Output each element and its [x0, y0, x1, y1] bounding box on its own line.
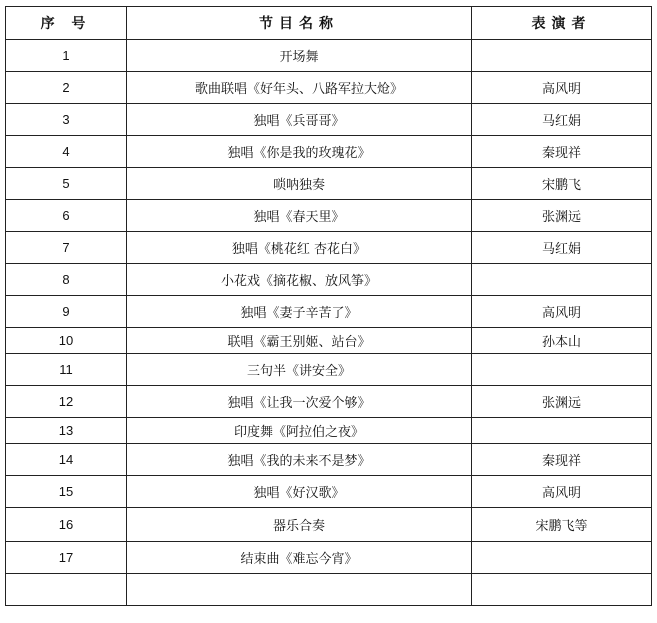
table-row	[6, 72, 652, 104]
table-row	[6, 542, 652, 574]
row-number: 15	[6, 476, 127, 508]
row-program: 器乐合奏	[127, 508, 472, 542]
table-row	[6, 296, 652, 328]
row-performer: 宋鹏飞等	[472, 508, 652, 542]
row-performer	[472, 574, 652, 606]
table-row	[6, 386, 652, 418]
row-program: 独唱《桃花红 杏花白》	[127, 232, 472, 264]
row-performer: 高风明	[472, 296, 652, 328]
table-row	[6, 354, 652, 386]
row-number: 13	[6, 418, 127, 444]
header-row	[6, 7, 652, 40]
program-sheet	[5, 6, 652, 606]
table-row	[6, 508, 652, 542]
row-program	[127, 574, 472, 606]
row-number: 8	[6, 264, 127, 296]
table-row	[6, 40, 652, 72]
row-number: 7	[6, 232, 127, 264]
row-performer: 宋鹏飞	[472, 168, 652, 200]
row-program: 三句半《讲安全》	[127, 354, 472, 386]
row-program: 结束曲《难忘今宵》	[127, 542, 472, 574]
table-row	[6, 136, 652, 168]
table-row	[6, 232, 652, 264]
row-program: 独唱《你是我的玫瑰花》	[127, 136, 472, 168]
row-number: 12	[6, 386, 127, 418]
row-program: 独唱《兵哥哥》	[127, 104, 472, 136]
row-program: 独唱《妻子辛苦了》	[127, 296, 472, 328]
row-number: 16	[6, 508, 127, 542]
header-performer: 表演者	[472, 7, 652, 40]
row-program: 联唱《霸王别姬、站台》	[127, 328, 472, 354]
row-program: 独唱《春天里》	[127, 200, 472, 232]
row-number: 3	[6, 104, 127, 136]
table-row	[6, 168, 652, 200]
row-performer: 孙本山	[472, 328, 652, 354]
table-row	[6, 476, 652, 508]
row-number: 2	[6, 72, 127, 104]
table-row	[6, 418, 652, 444]
row-number	[6, 574, 127, 606]
table-row	[6, 264, 652, 296]
row-performer: 张渊远	[472, 386, 652, 418]
row-program: 独唱《我的未来不是梦》	[127, 444, 472, 476]
row-performer	[472, 542, 652, 574]
row-program: 开场舞	[127, 40, 472, 72]
row-number: 11	[6, 354, 127, 386]
row-performer: 张渊远	[472, 200, 652, 232]
row-performer: 马红娟	[472, 232, 652, 264]
header-number: 序 号	[6, 7, 127, 40]
row-performer: 秦现祥	[472, 136, 652, 168]
row-performer	[472, 264, 652, 296]
row-performer: 马红娟	[472, 104, 652, 136]
row-number: 9	[6, 296, 127, 328]
row-number: 10	[6, 328, 127, 354]
table-row	[6, 104, 652, 136]
header-program: 节目名称	[127, 7, 472, 40]
row-program: 印度舞《阿拉伯之夜》	[127, 418, 472, 444]
row-performer	[472, 354, 652, 386]
row-number: 14	[6, 444, 127, 476]
row-number: 4	[6, 136, 127, 168]
row-program: 歌曲联唱《好年头、八路军拉大炝》	[127, 72, 472, 104]
row-program: 小花戏《摘花椒、放风筝》	[127, 264, 472, 296]
row-number: 17	[6, 542, 127, 574]
row-performer: 高风明	[472, 72, 652, 104]
program-table	[5, 6, 652, 606]
row-performer	[472, 40, 652, 72]
row-number: 6	[6, 200, 127, 232]
row-performer: 高风明	[472, 476, 652, 508]
table-row	[6, 200, 652, 232]
row-performer: 秦现祥	[472, 444, 652, 476]
table-row	[6, 328, 652, 354]
row-number: 5	[6, 168, 127, 200]
row-program: 唢呐独奏	[127, 168, 472, 200]
row-program: 独唱《好汉歌》	[127, 476, 472, 508]
row-performer	[472, 418, 652, 444]
table-row	[6, 574, 652, 606]
table-row	[6, 444, 652, 476]
row-number: 1	[6, 40, 127, 72]
row-program: 独唱《让我一次爱个够》	[127, 386, 472, 418]
